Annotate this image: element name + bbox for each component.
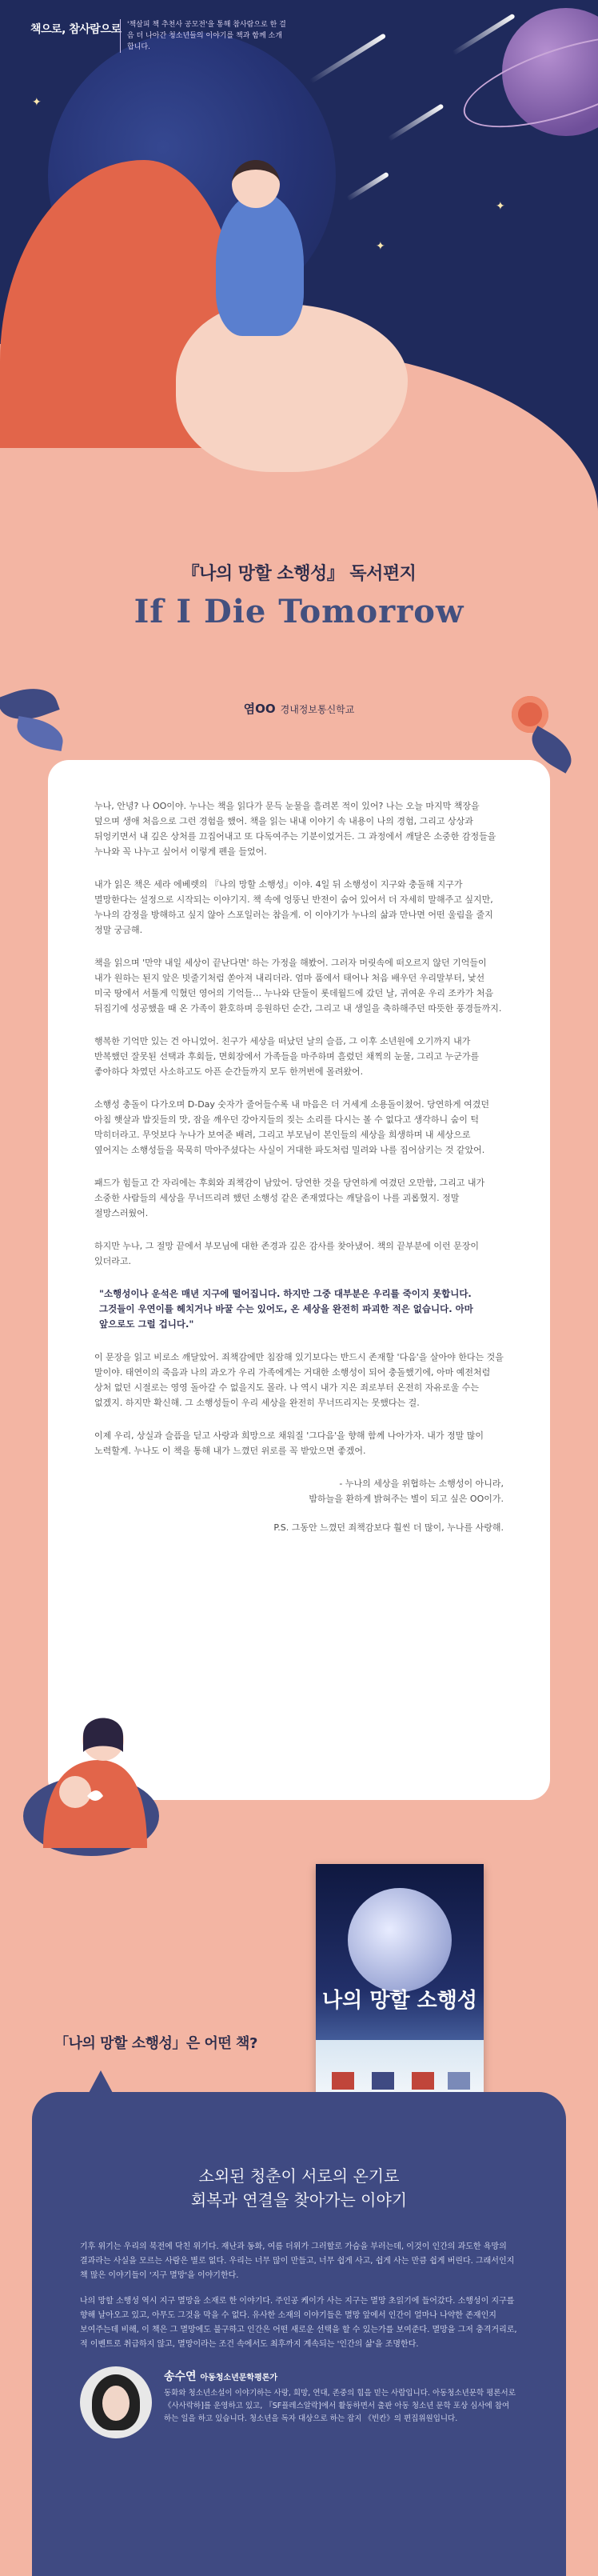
book-cover	[316, 1864, 484, 2096]
reviewer-name-text: 송수연	[164, 2370, 197, 2383]
moon-illustration	[348, 1888, 452, 1992]
letter-paragraph: 소행성 충돌이 다가오며 D-Day 숫자가 줄어들수록 내 마음은 더 거세게 소용돌이쳤어. 당연하게 여겼던 아침 햇살과 밥짓들의 맛, 잠을 깨우던 강아지들의 짖는 소리를 다시는 볼 수 없다고 생각하니 숨이 턱 막히더라고. 무엇보다 누나가 보여준 배려, 그리고 부모님이 본인들의 세상을 희생하며 내 세상으로 옆어지는 소행성들을 묵묵히 막아주셨다는 사실이 거대한 파도처럼 밀려와 나를 집어삼키는 것 같았어.	[94, 1099, 490, 1155]
book-headline	[32, 2164, 566, 2212]
title-block	[0, 560, 598, 630]
reviewer-avatar	[80, 2366, 152, 2438]
letter-paragraph: 누나, 안녕? 나 OO이야. 누나는 책을 읽다가 문득 눈물을 흘려본 적이 있어? 나는 오늘 마지막 책장을 덮으며 생애 처음으로 그런 경험을 했어. 책을 읽는 내내 이야기 속 내용이 나의 경험, 그리고 상상과 뒤엉키면서 내 깊은 상처를 끄집어내고 또 다독여주는 기분이었거든. 그 과정에서 깨달은 소중한 감정들을 누나와 꼭 나누고 싶어서 이렇게 펜을 들었어.	[94, 801, 496, 857]
author-line	[0, 700, 598, 717]
hero-illustration	[0, 0, 598, 512]
comet-icon	[309, 33, 386, 83]
house-icon	[448, 2072, 470, 2090]
leaf-icon	[14, 716, 66, 751]
book-question: 「나의 망할 소행성」은 어떤 책?	[54, 2035, 257, 2052]
letter-paragraph: 행복한 기억만 있는 건 아니었어. 친구가 세상을 떠났던 날의 슬픔, 그 이후 소년원에 오기까지 내가 반복했던 잘못된 선택과 후회들, 면회장에서 가족들을 마주하며 흘렸던 채찍의 눈물, 그리고 누군가를 좋아하다 차였던 사소하고도 아픈 순간들까지 모두 한꺼번에 몰려왔어.	[94, 1036, 480, 1077]
letter-kicker: 『나의 망할 소행성』 독서편지	[181, 564, 417, 584]
house-icon	[412, 2072, 434, 2090]
letter-paragraph: 패드가 힘들고 간 자리에는 후회와 죄책감이 남았어. 당연한 것을 당연하게 여겼던 오만함, 그리고 내가 소중한 사람들의 세상을 무너뜨리려 했던 소행성 같은 존재였다는 깨달음이 나를 괴롭혔지. 정말 절망스러웠어.	[94, 1178, 485, 1218]
letter-paragraph: 이 문장을 읽고 비로소 깨달았어. 죄책감에만 침잠해 있기보다는 반드시 존재할 '다음'을 살아야 한다는 것을 말이야. 태연이의 죽음과 나의 과오가 우리 가족에게는 거대한 소행성이 되어 충돌했기에, 아마 예전처럼 상처 없던 시절로는 영영 돌아갈 수 없을지도 몰라. 나 역시 내가 지은 죄로부터 온전히 자유로울 수는 없겠지. 하지만 확신해. 그 소행성들이 우리 세상을 완전히 무너뜨리지는 못했다는 걸.	[94, 1352, 504, 1408]
author-school: 경내정보통신학교	[280, 704, 355, 715]
house-icon	[332, 2072, 354, 2090]
letter-ps: P.S. 그동안 느꼈던 죄책감보다 훨씬 더 많이, 누나를 사랑해.	[273, 1522, 504, 1533]
letter-paragraph: 하지만 누나, 그 절망 끝에서 부모님에 대한 존경과 깊은 감사를 찾아냈어. 책의 끝부분에 이런 문장이 있더라고.	[94, 1241, 479, 1266]
book-paragraph: 나의 망할 소행성 역시 지구 멸망을 소재로 한 이야기다. 주인공 케이가 사는 지구는 멸망 초읽기에 들어갔다. 소행성이 지구를 향해 날아오고 있고, 아무도 그것을 막을 수 없다. 유사한 소재의 이야기들은 멸망 앞에서 인간이 얼마나 나약한 존재인지 보여주는데 비해, 이 책은 그 멸망에도 불구하고 인간은 어떤 새로운 선택을 할 수 있는가를 보여준다. 멸망을 그저 충격거리로, 적 이벤트로 취급하지 않고, 멸망이라는 조건 속에서도 최후까지 계속되는 '인간의 삶'을 조명한다.	[80, 2297, 517, 2349]
reviewer-description: 동화와 청소년소설이 이야기하는 사랑, 희망, 연대, 존중의 힘을 믿는 사람입니다. 아동청소년문학 평론서로 《사사락하]를 운영하고 있고, 『SF플레스알락]에서 활동하면서 출판 아동 청소년 문학 포상 심사에 참여하는 일을 하고 있습니다. 청소년을 독자 대상으로 하는 잡지 《빈칸》의 편집위원입니다.	[164, 2389, 516, 2423]
house-icon	[372, 2072, 394, 2090]
child-illustration	[216, 192, 304, 336]
reviewer-block	[80, 2366, 518, 2470]
mother-baby-illustration	[11, 1696, 171, 1856]
comet-icon	[387, 103, 444, 141]
signature-line: - 누나의 세상을 위협하는 소행성이 아니라,	[339, 1478, 504, 1489]
letter-card	[48, 760, 550, 1800]
letter-quote: "소행성이나 운석은 매년 지구에 떨어집니다. 하지만 그중 대부분은 우리를 죽이지 못합니다. 그것들이 우연이를 헤치거나 바꿀 수는 있어도, 온 세상을 완전히 파괴한 적은 없습니다. 아마 앞으로도 그럴 겁니다."	[99, 1288, 473, 1330]
star-icon: ✦	[376, 240, 385, 253]
brand-title: 책으로, 참사람으로	[30, 23, 122, 36]
page-title: If I Die Tomorrow	[134, 593, 464, 630]
letter-signature	[94, 1476, 504, 1506]
book-headline-line: 회복과 연결을 찾아가는 이야기	[190, 2190, 408, 2210]
town-illustration	[316, 2040, 484, 2096]
signature-line: 밤하늘을 환하게 밝혀주는 별이 되고 싶은 OO이가.	[309, 1494, 504, 1504]
book-cover-title: 나의 망할 소행성	[322, 1989, 477, 2013]
child-head-illustration	[232, 160, 280, 208]
book-paragraph: 기후 위기는 우리의 북전에 닥친 위기다. 재난과 동화, 여름 더위가 그러할로 가슴을 부러는데, 이것이 인간의 과도한 욕망의 결과라는 사실을 모르는 사람은 별로 없다. 우리는 너무 많이 만들고, 너무 쉽게 사고, 쉽게 사는 만큼 쉽게 버린다. 그래서인지 책 많은 이야기들이 '지구 멸망'을 이야기한다.	[80, 2242, 515, 2280]
reviewer-title: 아동청소년문학평론가	[200, 2374, 278, 2382]
star-icon: ✦	[496, 200, 505, 213]
avatar-face	[102, 2386, 130, 2421]
book-description	[80, 2240, 518, 2363]
speech-tail	[88, 2070, 114, 2094]
reviewer-name	[164, 2368, 277, 2384]
comet-icon	[346, 172, 389, 202]
letter-paragraph: 내가 읽은 책은 세라 에베렛의 『나의 망할 소행성』이야. 4일 뒤 소행성이 지구와 충돌해 지구가 멸망한다는 설정으로 시작되는 이야기지. 책 속에 엉뚱닌 반전이 숨어 있어서 더 자세히 말해주고 싶지만, 누나의 감정을 방해하고 싶지 않아 스포일러는 참을게. 이 이야기가 누나의 삶과 만나면 어떤 울림을 줄지 정말 궁금해.	[94, 879, 493, 935]
star-icon: ✦	[32, 96, 42, 109]
author-name: 염OO	[243, 702, 276, 716]
letter-paragraph: 이제 우리, 상실과 슬픔을 딛고 사랑과 희망으로 채워질 '그다음'을 향해 함께 나아가자. 내가 정말 많이 노력할게. 누나도 이 책을 통해 내가 느꼈던 위로를 꼭 받았으면 좋겠어.	[94, 1430, 484, 1456]
hero-note: '책살피 책 추천사 공모전'을 통해 참사람으로 한 걸음 더 나아간 청소년들의 이야기를 책과 함께 소개합니다.	[120, 19, 287, 53]
letter-paragraph: 책을 읽으며 '만약 내일 세상이 끝난다면' 하는 가정을 해봤어. 그러자 머릿속에 떠오르지 않던 기억들이 내가 원하는 된지 앞은 빗줄기처럼 쏟아져 내리더라. 엄마 품에서 태어나 처음 배우던 우리말부터, 낯선 미국 땅에서 서툴게 익혔던 영어의 기억들… 누나와 단둘이 롯데월드에 갔던 날, 귀여운 우리 조카가 처음 뒤집기에 성공했을 때 온 가족이 환호하며 응원하던 순간, 그리고 내 생일을 축하해주던 따뜻한 풍경들까지.	[94, 958, 502, 1014]
book-headline-line: 소외된 청춘이 서로의 온기로	[198, 2166, 400, 2186]
